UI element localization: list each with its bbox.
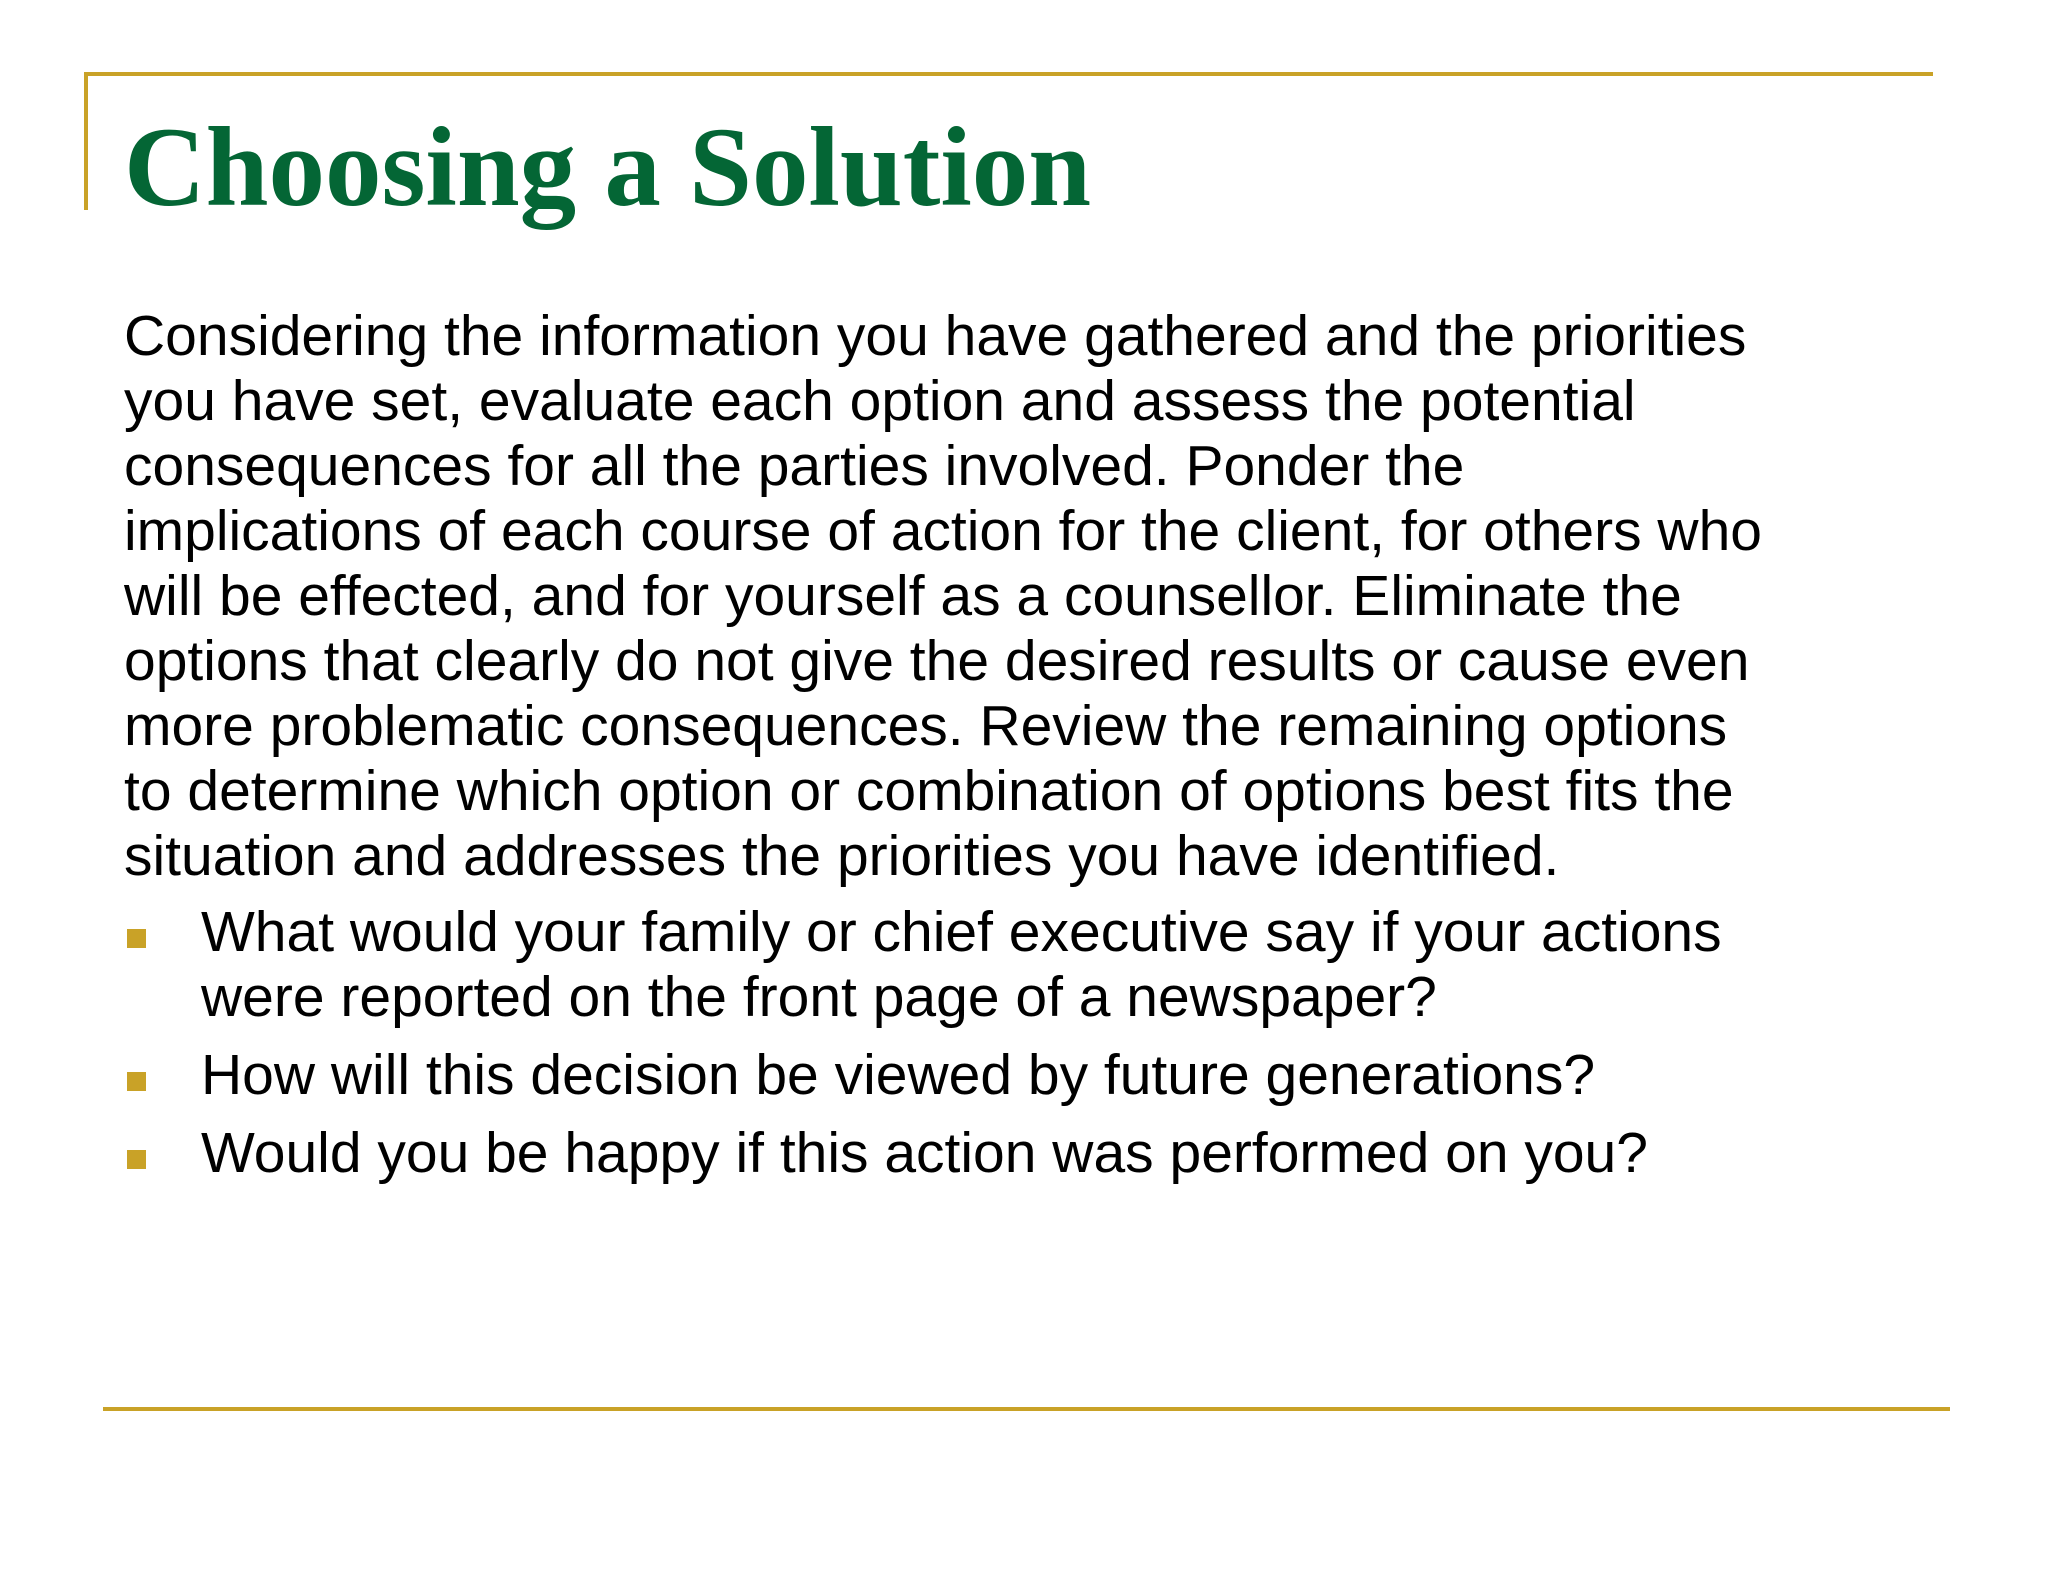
bullet-item [124,900,1954,1030]
intro-line: implications of each course of action for the client, for others who [124,499,1762,563]
intro-line: will be effected, and for yourself as a counsellor. Eliminate the [124,564,1682,628]
slide-title: Choosing a Solution [124,105,1092,230]
slide-body [124,304,1954,1186]
bullet-item [124,1043,1954,1108]
intro-paragraph [124,304,1954,889]
intro-line: more problematic consequences. Review the remaining options [124,694,1728,758]
bullet-line: were reported on the front page of a newspaper? [201,965,1437,1029]
intro-line: consequences for all the parties involved. Ponder the [124,434,1465,498]
intro-line: you have set, evaluate each option and assess the potential [124,369,1636,433]
frame-bottom-rule [103,1407,1950,1411]
frame-left-rule [84,72,88,210]
bullet-item [124,1121,1954,1186]
bullet-line: How will this decision be viewed by future generations? [201,1043,1596,1107]
square-bullet-icon [127,929,146,948]
square-bullet-icon [127,1150,146,1169]
intro-line: options that clearly do not give the desired results or cause even [124,629,1750,693]
bullet-line: What would your family or chief executive say if your actions [201,900,1722,964]
intro-line: Considering the information you have gathered and the priorities [124,304,1747,368]
intro-line: situation and addresses the priorities you have identified. [124,824,1560,888]
bullet-line: Would you be happy if this action was performed on you? [201,1121,1648,1185]
square-bullet-icon [127,1072,146,1091]
intro-line: to determine which option or combination of options best fits the [124,759,1734,823]
bullet-list [124,900,1954,1186]
frame-top-rule [84,72,1933,76]
